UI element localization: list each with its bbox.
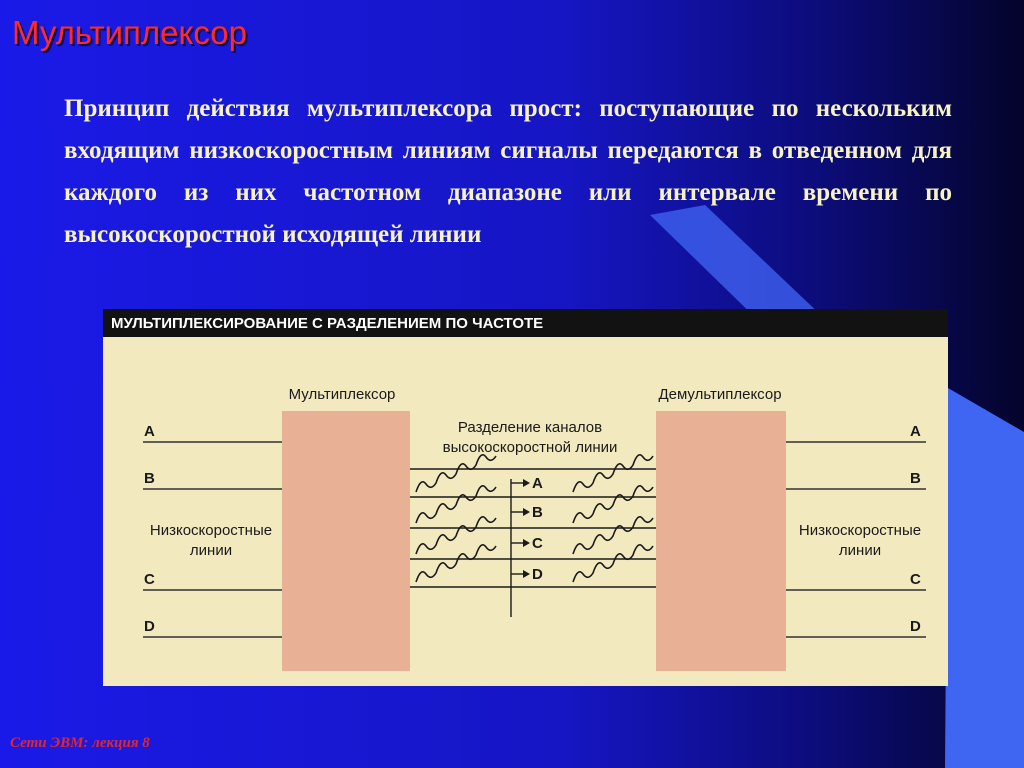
channel-label-b: B [532, 504, 543, 521]
input-label-d: D [144, 618, 155, 635]
input-label-a: A [144, 423, 155, 440]
output-label-c: C [910, 571, 921, 588]
channel-separation-label-line2: высокоскоростной линии [442, 439, 618, 456]
input-label-b: B [144, 470, 155, 487]
lowspeed-label-left-line1: Низкоскоростные [149, 522, 273, 539]
lowspeed-label-left-line2: линии [189, 542, 233, 559]
output-label-a: A [910, 423, 921, 440]
demultiplexer-box [656, 411, 786, 671]
background-corner-shape [945, 388, 1024, 768]
channel-label-d: D [532, 566, 543, 583]
lowspeed-label-right-line2: линии [838, 542, 882, 559]
output-label-b: B [910, 470, 921, 487]
multiplexer-label: Мультиплексор [288, 386, 396, 403]
output-label-d: D [910, 618, 921, 635]
lowspeed-label-right-line1: Низкоскоростные [798, 522, 922, 539]
channel-label-a: A [532, 475, 543, 492]
channel-label-c: C [532, 535, 543, 552]
slide-title: Мультиплексор [12, 14, 247, 51]
demultiplexer-label: Демультиплексор [658, 386, 782, 403]
input-label-c: C [144, 571, 155, 588]
slide-footer: Сети ЭВМ: лекция 8 [10, 735, 150, 751]
diagram-header: МУЛЬТИПЛЕКСИРОВАНИЕ С РАЗДЕЛЕНИЕМ ПО ЧАСТОТЕ [111, 315, 544, 332]
channel-separation-label-line1: Разделение каналов [457, 419, 603, 436]
multiplexer-box [282, 411, 410, 671]
fdm-diagram [103, 309, 948, 686]
slide-body-text: Принцип действия мультиплексора прост: поступающие по нескольким входящим низкоскоростным линиям сигналы передаются в отведенном для каждого из них частотном диапазоне или интервале времени по высокоскоростной исходящей линии [64, 95, 952, 248]
